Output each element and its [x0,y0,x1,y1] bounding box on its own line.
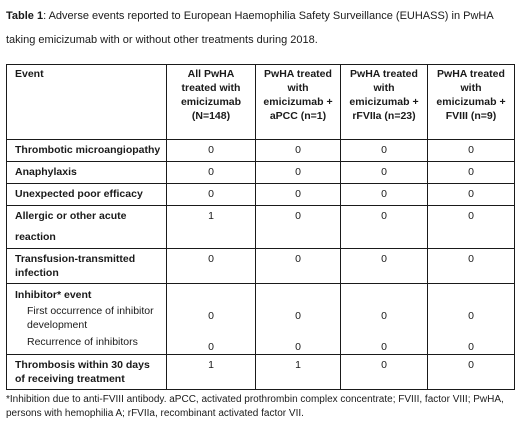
header-apcc: PwHA treated with emicizumab + aPCC (n=1) [256,65,341,140]
table-row [7,249,515,284]
cell-value: 0 [295,310,301,322]
cell-value: 0 [256,140,341,162]
row-label: Transfusion-transmitted infection [7,249,167,284]
row-label: Thrombosis within 30 days of receiving treatment [7,355,167,390]
row-label: Thrombotic microangiopathy [7,140,167,162]
table-header-row [7,65,515,140]
inhibitor-values [167,284,256,355]
cell-value: 0 [167,184,256,206]
adverse-events-table [6,64,515,390]
table-row [7,355,515,390]
inhibitor-cell [7,284,167,355]
table-row [7,140,515,162]
cell-value: 1 [167,206,256,249]
cell-value: 0 [341,162,428,184]
cell-value: 0 [167,162,256,184]
cell-value: 0 [167,140,256,162]
inhibitor-values [341,284,428,355]
cell-value: 1 [167,355,256,390]
row-label: Allergic or other acute reaction [7,206,167,249]
cell-value: 0 [341,249,428,284]
table-row [7,206,515,249]
sub-row-label: Recurrence of inhibitors [27,336,138,348]
cell-value: 0 [295,341,301,353]
cell-value: 0 [341,140,428,162]
header-all-pwha: All PwHA treated with emicizumab (N=148) [167,65,256,140]
cell-value: 0 [256,184,341,206]
cell-value: 0 [428,249,515,284]
caption-label: Table 1 [6,10,44,22]
cell-value: 0 [381,341,387,353]
table-row-inhibitor [7,284,515,355]
table-row [7,162,515,184]
cell-value: 0 [428,162,515,184]
header-rfviia: PwHA treated with emicizumab + rFVIIa (n=23) [341,65,428,140]
cell-value: 0 [468,341,474,353]
header-event: Event [7,65,167,140]
row-label: Anaphylaxis [7,162,167,184]
table-footnote: *Inhibition due to anti-FVIII antibody. aPCC, activated prothrombin complex concentrate; FVIII, factor VIII; PwHA, persons with hemophilia A; rFVIIa, recombinant activated factor VII. [6,394,504,419]
inhibitor-values [428,284,515,355]
table-row [7,184,515,206]
cell-value: 0 [256,162,341,184]
row-label: Inhibitor* event [15,289,92,301]
cell-value: 0 [341,206,428,249]
caption-line-1 [6,4,514,28]
cell-value: 0 [428,140,515,162]
inhibitor-values [256,284,341,355]
cell-value: 0 [468,310,474,322]
cell-value: 0 [381,310,387,322]
cell-value: 0 [256,249,341,284]
caption-text-1: : Adverse events reported to European Haemophilia Safety Surveillance (EUHASS) in PwHA [43,10,494,22]
row-label: Unexpected poor efficacy [7,184,167,206]
adverse-events-table-wrap [6,64,514,390]
cell-value: 0 [428,355,515,390]
cell-value: 0 [428,206,515,249]
cell-value: 1 [256,355,341,390]
header-fviii: PwHA treated with emicizumab + FVIII (n=9) [428,65,515,140]
cell-value: 0 [341,355,428,390]
caption-line-2: taking emicizumab with or without other treatments during 2018. [6,34,318,46]
cell-value: 0 [341,184,428,206]
cell-value: 0 [256,206,341,249]
table-caption [6,4,514,52]
cell-value: 0 [167,249,256,284]
cell-value: 0 [208,310,214,322]
cell-value: 0 [208,341,214,353]
cell-value: 0 [428,184,515,206]
sub-row-label: First occurrence of inhibitor development [27,305,154,331]
